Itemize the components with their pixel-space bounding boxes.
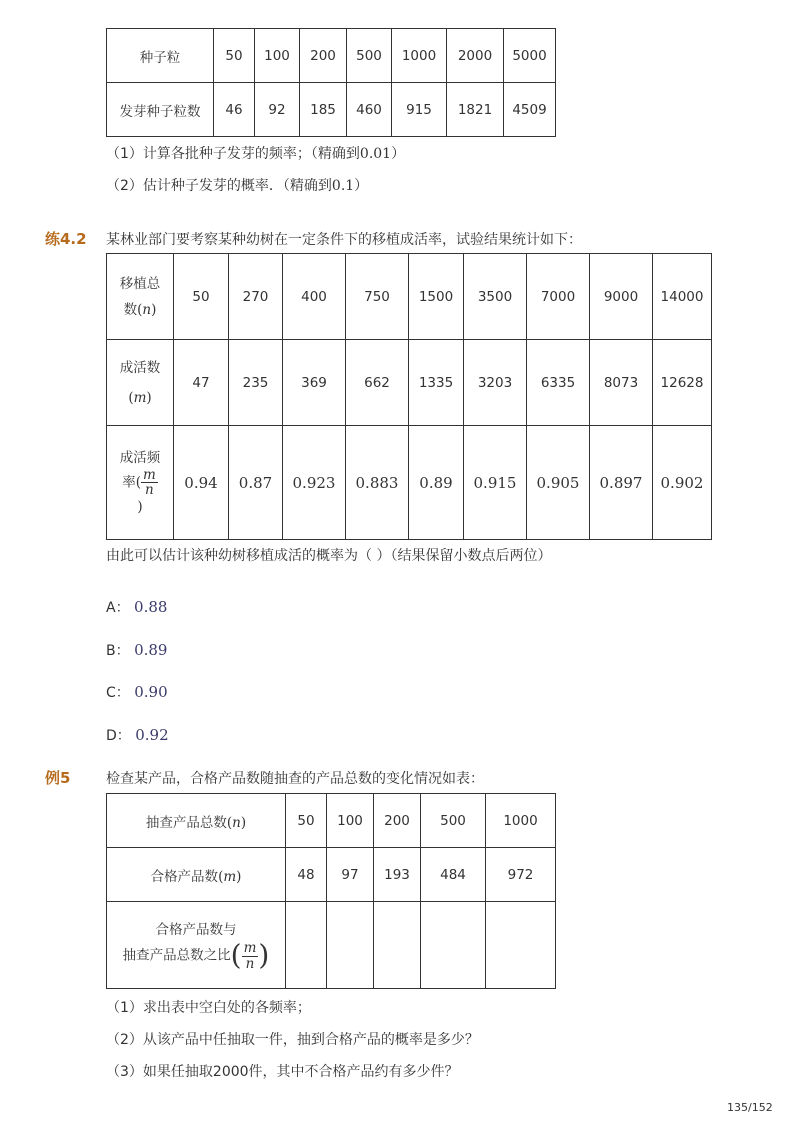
- empty-cell[interactable]: [374, 902, 421, 989]
- table-cell: 0.89: [409, 426, 464, 540]
- row-label: 成活频 率( $\frac{m}{n}$ ): [107, 426, 174, 540]
- table-cell: 2000: [447, 29, 504, 83]
- question-1: （1）计算各批种子发芽的频率；（精确到0.01）: [106, 146, 406, 162]
- table-cell: 200: [300, 29, 347, 83]
- empty-cell[interactable]: [421, 902, 486, 989]
- choice-d[interactable]: D： 0.92: [106, 726, 169, 744]
- transplant-table: [106, 253, 712, 540]
- table-cell: 3203: [464, 340, 527, 426]
- table-cell: 369: [283, 340, 346, 426]
- table-cell: 9000: [590, 254, 653, 340]
- table-cell: 1000: [392, 29, 447, 83]
- question-2: （2）估计种子发芽的概率．（精确到0.1）: [106, 178, 369, 194]
- table-cell: 8073: [590, 340, 653, 426]
- table-cell: 0.883: [346, 426, 409, 540]
- row-label: 成活数 (m): [107, 340, 174, 426]
- table-cell: 4509: [504, 83, 556, 137]
- exercise-tag: 练4.2: [45, 230, 87, 248]
- fraction: $\frac{m}{n}$: [243, 940, 257, 972]
- table-cell: 0.905: [527, 426, 590, 540]
- table-cell: 7000: [527, 254, 590, 340]
- seed-row-label: 发芽种子粒数: [107, 83, 214, 137]
- choice-c[interactable]: C： 0.90: [106, 683, 168, 701]
- empty-cell[interactable]: [327, 902, 374, 989]
- table-cell: 0.94: [174, 426, 229, 540]
- table-cell: 400: [283, 254, 346, 340]
- table-cell: 48: [286, 848, 327, 902]
- table-cell: 0.902: [653, 426, 712, 540]
- fraction: $\frac{m}{n}$: [142, 466, 156, 498]
- example-text: 检查某产品，合格产品数随抽查的产品总数的变化情况如表：: [106, 771, 484, 787]
- row-label: 抽查产品总数(n): [107, 794, 286, 848]
- page-number: 135/152: [727, 1101, 773, 1114]
- table-cell: 0.87: [229, 426, 283, 540]
- choice-b[interactable]: B： 0.89: [106, 641, 168, 659]
- table-cell: 0.923: [283, 426, 346, 540]
- seed-table: [106, 28, 556, 137]
- seed-row-label: 种子粒: [107, 29, 214, 83]
- table-cell: 915: [392, 83, 447, 137]
- table-cell: 750: [346, 254, 409, 340]
- table-cell: 200: [374, 794, 421, 848]
- table-cell: 50: [174, 254, 229, 340]
- table-cell: 662: [346, 340, 409, 426]
- example-question-2: （2）从该产品中任抽取一件，抽到合格产品的概率是多少？: [106, 1032, 479, 1048]
- empty-cell[interactable]: [286, 902, 327, 989]
- table-cell: 50: [286, 794, 327, 848]
- table-cell: 46: [214, 83, 255, 137]
- row-label: 移植总 数(n): [107, 254, 174, 340]
- table-cell: 235: [229, 340, 283, 426]
- table-cell: 100: [255, 29, 300, 83]
- table-cell: 0.915: [464, 426, 527, 540]
- table-cell: 270: [229, 254, 283, 340]
- table-cell: 1335: [409, 340, 464, 426]
- table-cell: 47: [174, 340, 229, 426]
- table-cell: 92: [255, 83, 300, 137]
- table-cell: 50: [214, 29, 255, 83]
- table-cell: 1000: [486, 794, 556, 848]
- row-label: 合格产品数与 抽查产品总数之比( $\frac{m}{n}$ ): [107, 902, 286, 989]
- table-cell: 500: [347, 29, 392, 83]
- table-cell: 5000: [504, 29, 556, 83]
- row-label: 合格产品数(m): [107, 848, 286, 902]
- table-cell: 6335: [527, 340, 590, 426]
- table-cell: 3500: [464, 254, 527, 340]
- table-cell: 1500: [409, 254, 464, 340]
- exercise-question: 由此可以估计该种幼树移植成活的概率为（ ）（结果保留小数点后两位）: [106, 548, 552, 564]
- table-cell: 972: [486, 848, 556, 902]
- table-cell: 484: [421, 848, 486, 902]
- table-cell: 460: [347, 83, 392, 137]
- table-cell: 193: [374, 848, 421, 902]
- table-cell: 14000: [653, 254, 712, 340]
- product-table: [106, 793, 556, 989]
- exercise-text: 某林业部门要考察某种幼树在一定条件下的移植成活率，试验结果统计如下：: [106, 232, 582, 248]
- choice-a[interactable]: A： 0.88: [106, 598, 168, 616]
- table-cell: 12628: [653, 340, 712, 426]
- table-cell: 100: [327, 794, 374, 848]
- example-question-1: （1）求出表中空白处的各频率；: [106, 1000, 311, 1016]
- example-tag: 例5: [45, 769, 71, 787]
- empty-cell[interactable]: [486, 902, 556, 989]
- table-cell: 1821: [447, 83, 504, 137]
- table-cell: 97: [327, 848, 374, 902]
- example-question-3: （3）如果任抽取2000件，其中不合格产品约有多少件？: [106, 1064, 459, 1080]
- table-cell: 0.897: [590, 426, 653, 540]
- table-cell: 500: [421, 794, 486, 848]
- table-cell: 185: [300, 83, 347, 137]
